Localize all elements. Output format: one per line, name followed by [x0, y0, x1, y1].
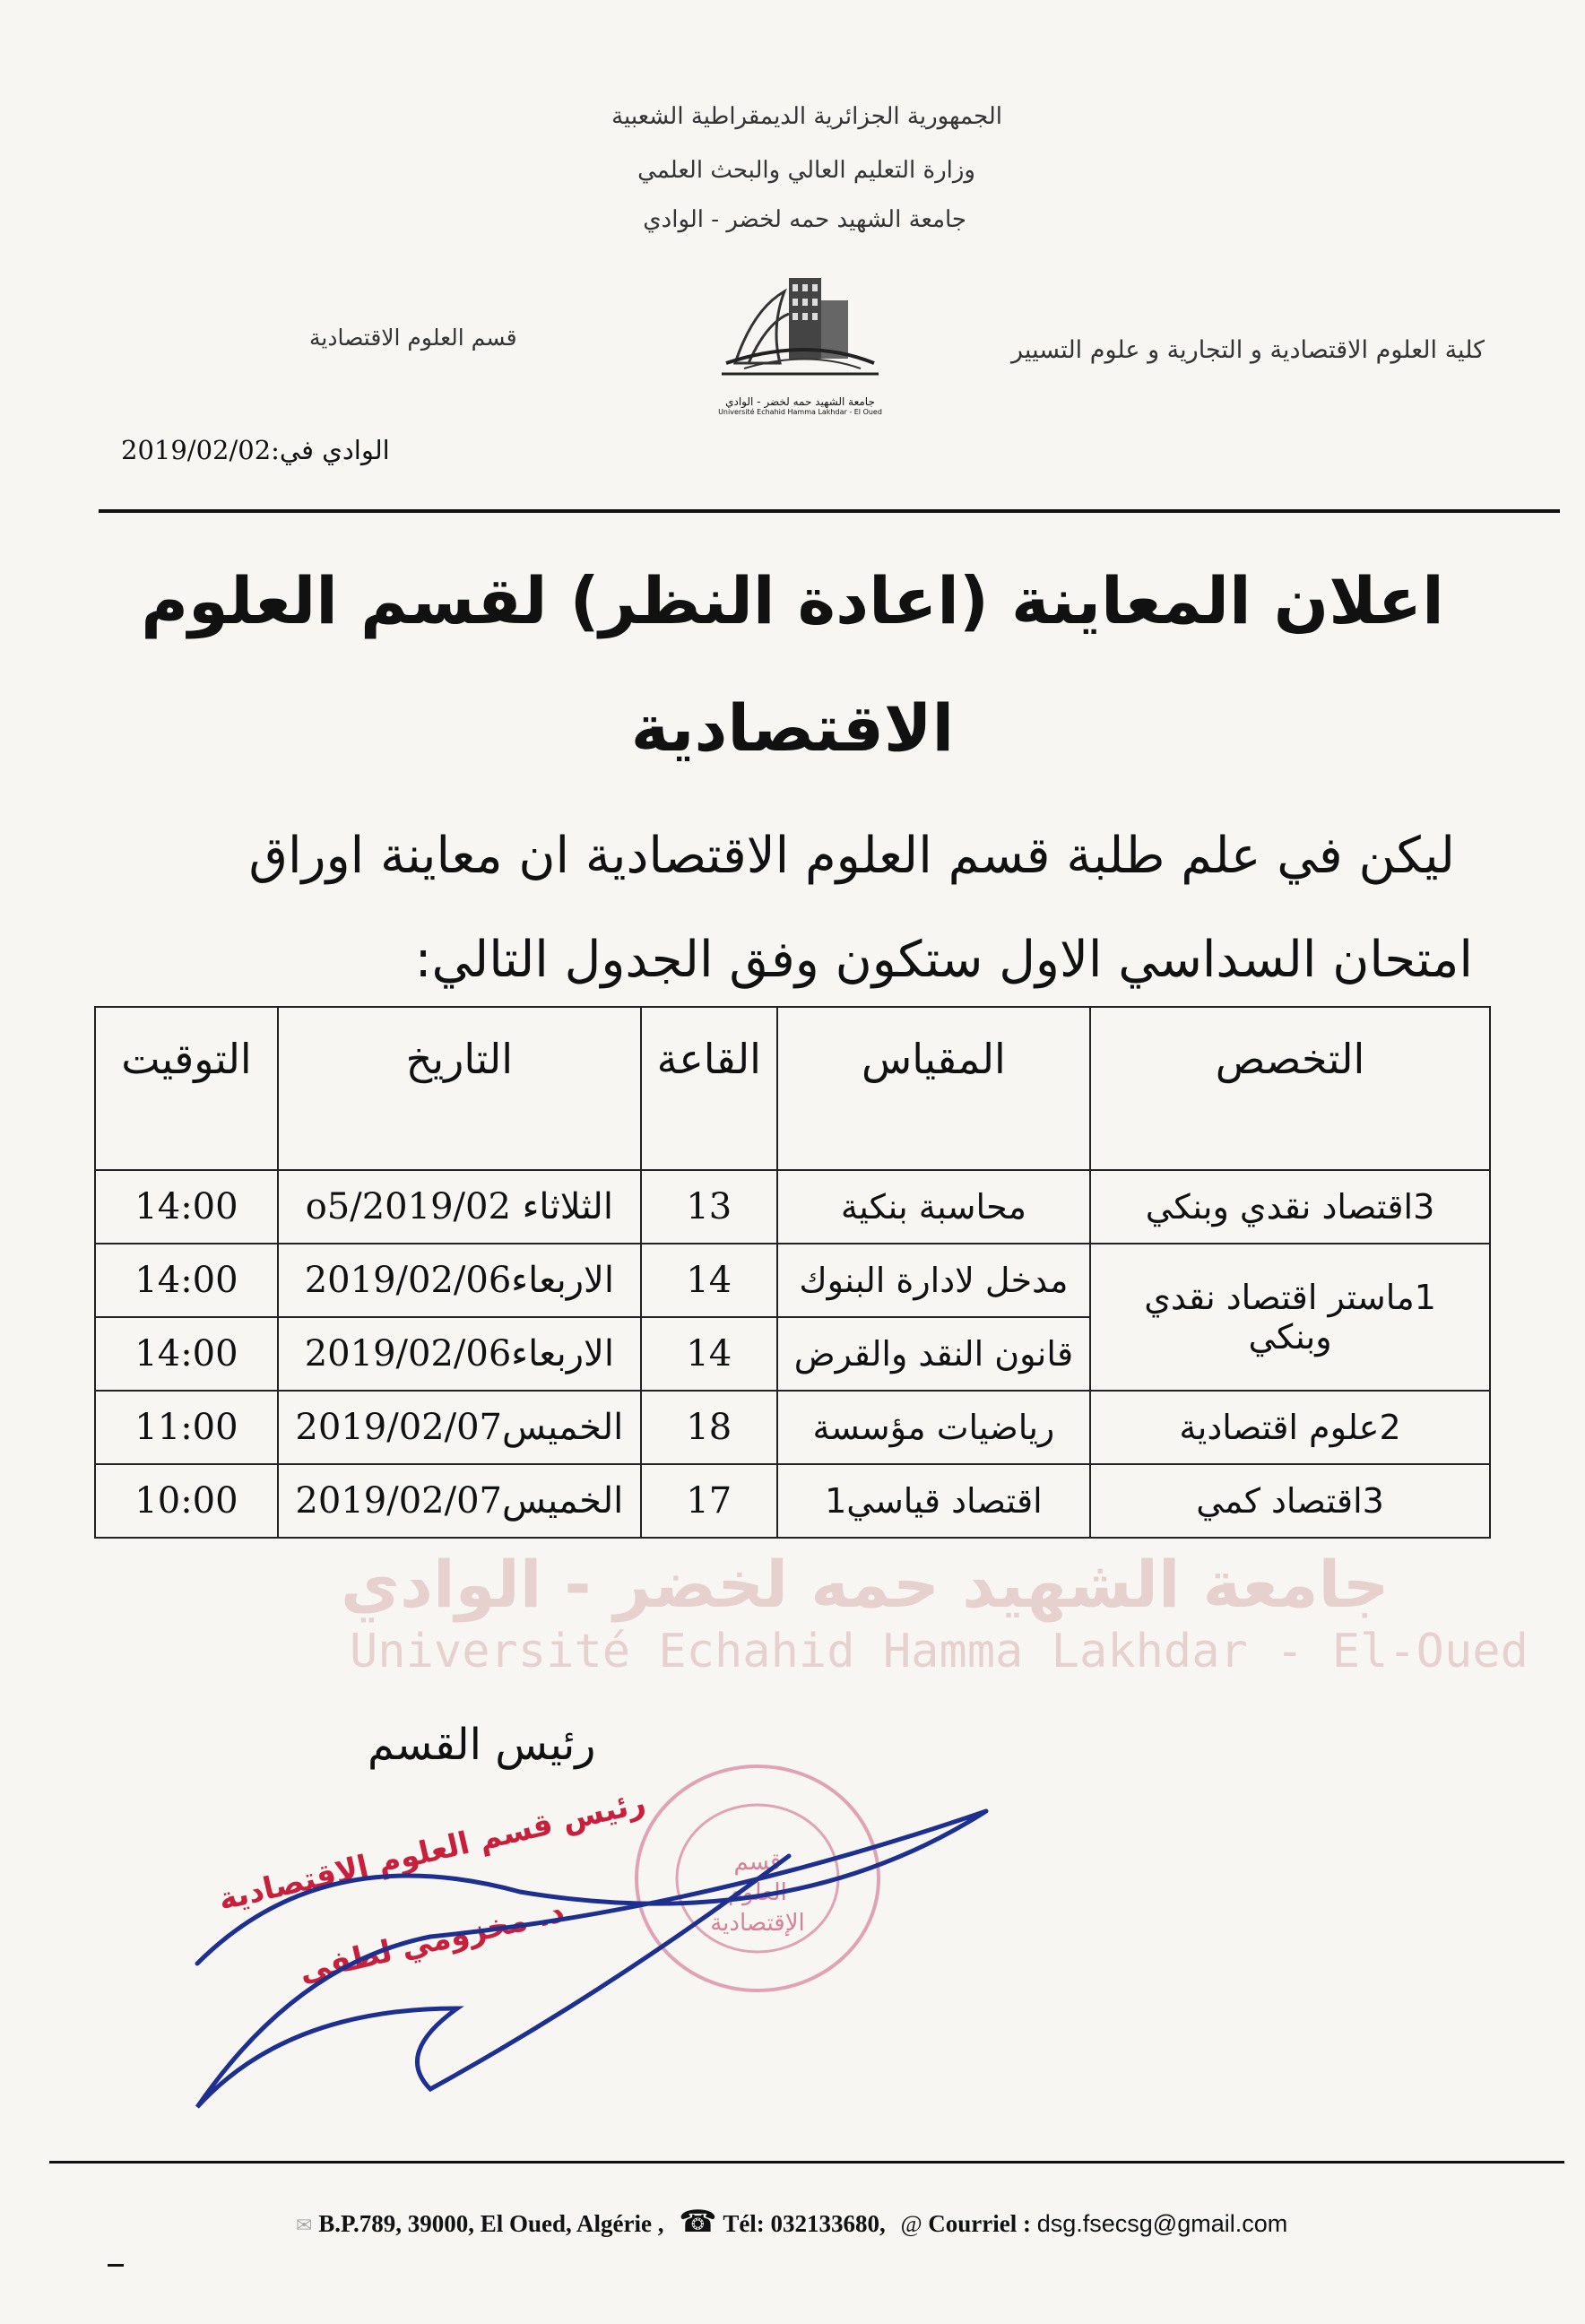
department-head-label: رئيس القسم: [368, 1720, 596, 1770]
header-date: التاريخ: [278, 1007, 641, 1170]
at-icon: @: [900, 2211, 922, 2237]
cell-date: الاربعاء2019/02/06: [278, 1244, 641, 1317]
cell-room: 17: [641, 1464, 777, 1538]
seal-text: قسم العلوم الإقتصادية: [710, 1849, 805, 1937]
cell-module: اقتصاد قياسي1: [777, 1464, 1090, 1538]
republic-line: الجمهورية الجزائرية الديمقراطية الشعبية: [611, 103, 1002, 130]
footer-tel: Tél: 032133680,: [723, 2210, 886, 2237]
phone-icon: ☎: [679, 2206, 717, 2239]
university-logo: [717, 273, 883, 426]
cell-room: 18: [641, 1391, 777, 1464]
mail-icon: ✉: [296, 2214, 313, 2236]
footer-email-label: Courriel :: [928, 2210, 1031, 2237]
stamp-name: د. مخزومي لطفي: [296, 1894, 568, 1990]
cell-module: محاسبة بنكية: [777, 1170, 1090, 1244]
cell-date: الاربعاء2019/02/06: [278, 1317, 641, 1391]
cell-specialty: 3اقتصاد كمي: [1090, 1464, 1490, 1538]
table-row: [95, 1244, 1490, 1317]
logo-caption-arabic: جامعة الشهيد حمه لخضر - الوادي: [725, 395, 875, 408]
cell-time: 14:00: [95, 1317, 278, 1391]
cell-room: 14: [641, 1317, 777, 1391]
table-row: [95, 1464, 1490, 1538]
cell-date: الخميس2019/02/07: [278, 1391, 641, 1464]
date-line: الوادي في:2019/02/02: [121, 435, 390, 465]
footer-contact: [296, 2204, 1287, 2240]
watermark-arabic: جامعة الشهيد حمه لخضر - الوادي: [341, 1547, 1390, 1622]
cell-module: مدخل لادارة البنوك: [777, 1244, 1090, 1317]
department-name: قسم العلوم الاقتصادية: [309, 325, 517, 351]
table-row: [95, 1391, 1490, 1464]
table-row: [95, 1170, 1490, 1244]
logo-caption-french: Université Echahid Hamma Lakhdar - El Oued: [718, 408, 882, 416]
cell-specialty: 2علوم اقتصادية: [1090, 1391, 1490, 1464]
header-module: المقياس: [777, 1007, 1090, 1170]
cell-specialty: 3اقتصاد نقدي وبنكي: [1090, 1170, 1490, 1244]
faculty-name: كلية العلوم الاقتصادية و التجارية و علوم التسيير: [1011, 336, 1485, 364]
announcement-title-line2: الاقتصادية: [630, 690, 955, 766]
cell-time: 11:00: [95, 1391, 278, 1464]
university-logo-icon: [717, 273, 883, 390]
intro-line1: ليكن في علم طلبة قسم العلوم الاقتصادية ان معاينة اوراق: [248, 827, 1455, 885]
handwritten-signature: [161, 1784, 1013, 2125]
stamp-title: رئيس قسم العلوم الاقتصادية: [215, 1784, 649, 1918]
footer-divider: [49, 2161, 1564, 2164]
intro-line2: امتحان السداسي الاول ستكون وفق الجدول التالي:: [414, 931, 1473, 989]
cell-time: 10:00: [95, 1464, 278, 1538]
cell-time: 14:00: [95, 1170, 278, 1244]
header-time: التوقيت: [95, 1007, 278, 1170]
exam-review-schedule-table: [94, 1006, 1491, 1539]
ministry-line: وزارة التعليم العالي والبحث العلمي: [637, 157, 975, 184]
cell-module: رياضيات مؤسسة: [777, 1391, 1090, 1464]
header-specialty: التخصص: [1090, 1007, 1490, 1170]
cell-time: 14:00: [95, 1244, 278, 1317]
university-line: جامعة الشهيد حمه لخضر - الوادي: [643, 206, 966, 233]
announcement-title-line1: اعلان المعاينة (اعادة النظر) لقسم العلوم: [141, 563, 1444, 638]
cell-date: الخميس2019/02/07: [278, 1464, 641, 1538]
cell-module: قانون النقد والقرض: [777, 1317, 1090, 1391]
corner-mark: [108, 2264, 124, 2267]
header-divider: [99, 509, 1560, 513]
footer-email: dsg.fsecsg@gmail.com: [1036, 2210, 1288, 2237]
cell-room: 13: [641, 1170, 777, 1244]
footer-address: B.P.789, 39000, El Oued, Algérie ,: [318, 2210, 664, 2237]
table-header-row: [95, 1007, 1490, 1170]
cell-room: 14: [641, 1244, 777, 1317]
header-room: القاعة: [641, 1007, 777, 1170]
cell-specialty: 1ماستر اقتصاد نقدي وبنكي: [1090, 1244, 1490, 1391]
watermark-french: Université Echahid Hamma Lakhdar - El-Oued: [350, 1625, 1529, 1678]
cell-date: الثلاثاء 2019/02/o5: [278, 1170, 641, 1244]
